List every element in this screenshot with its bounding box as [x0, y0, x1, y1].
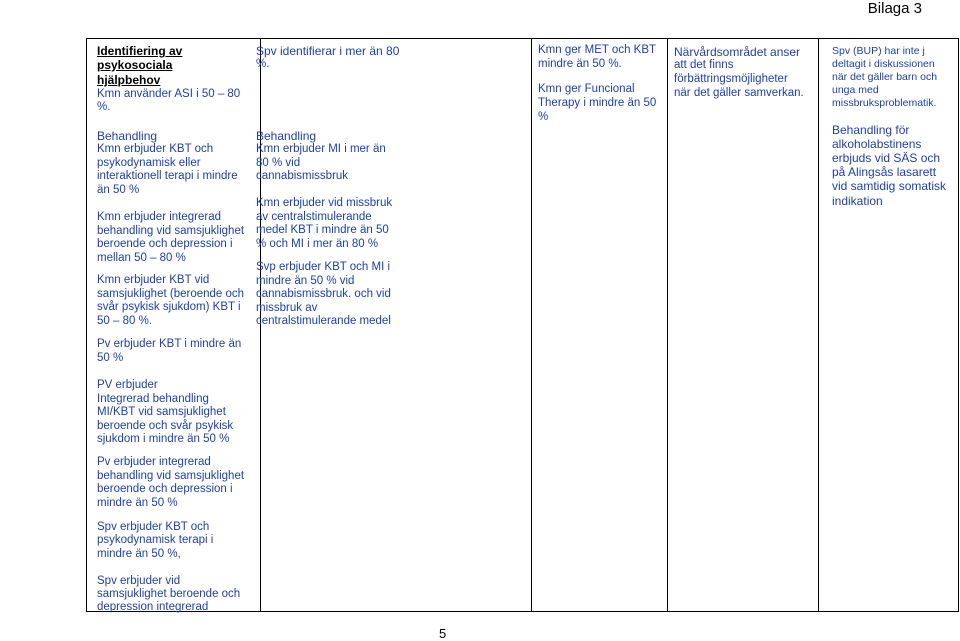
table-cell-text-c1: 50 %	[97, 352, 124, 364]
table-cell-text-c2: missbruk av	[256, 302, 318, 314]
table-cell-text-c3: mindre än 50 %.	[538, 58, 622, 70]
table-cell-text-c4: Närvårdsområdet anser	[674, 45, 801, 59]
table-cell-text-c1: Integrerad behandling	[97, 393, 209, 405]
table-cell-text-c3: Kmn ger MET och KBT	[538, 44, 657, 56]
table-cell-text-c2: Behandling	[256, 129, 317, 143]
table-cell-text-c2: av centralstimulerande	[256, 211, 372, 223]
table-cell-text-c1: Pv erbjuder KBT i mindre än	[97, 338, 242, 350]
document-header-title: Bilaga 3	[867, 0, 922, 17]
table-cell-text-c1: depression integrerad	[97, 601, 209, 613]
table-cell-text-c1: PV erbjuder	[97, 379, 158, 391]
table-cell-text-c1: sjukdom i mindre än 50 %	[97, 433, 230, 445]
table-cell-text-c5: indikation	[832, 194, 883, 208]
table-cell-text-c1: %.	[97, 101, 111, 113]
table-cell-text-c2: cannabismissbruk	[256, 170, 349, 182]
table-cell-text-c2: cannabismissbruk. och vid	[256, 288, 391, 300]
table-cell-text-c1: samsjuklighet beroende och	[97, 588, 241, 600]
table-cell-text-c1: Pv erbjuder integrerad	[97, 456, 211, 468]
table-cell-text-c1: hjälpbehov	[97, 73, 161, 87]
page-number: 5	[439, 626, 447, 641]
table-cell-text-c4: att det finns	[674, 59, 734, 71]
table-cell-text-c5: när det gäller barn och	[832, 71, 938, 83]
table-cell-text-c1: mindre än 50 %	[97, 497, 178, 509]
table-cell-text-c1: MI/KBT vid samsjuklighet	[97, 406, 226, 418]
table-column-4	[667, 38, 818, 612]
table-cell-text-c1: Spv erbjuder KBT och	[97, 521, 210, 533]
table-cell-text-c2: % och MI i mer än 80 %	[256, 238, 379, 250]
table-cell-text-c1: Kmn erbjuder integrerad	[97, 211, 222, 223]
table-cell-text-c1: beroende och depression i	[97, 483, 233, 495]
table-cell-text-c5: vid samtidig somatisk	[832, 179, 947, 193]
table-cell-text-c1: beroende och svår psykisk	[97, 420, 234, 432]
table-cell-text-c1: Identifiering av	[97, 44, 183, 58]
table-cell-text-c4: när det gäller samverkan.	[674, 87, 804, 99]
table-cell-text-c1: beroende och depression i	[97, 238, 233, 250]
table-cell-text-c3: Kmn ger Funcional	[538, 83, 635, 95]
table-cell-text-c1: psykodynamisk eller	[97, 157, 201, 169]
table-cell-text-c1: än 50 %	[97, 184, 140, 196]
table-cell-text-c1: psykosociala	[97, 58, 173, 72]
table-cell-text-c5: missbruksproblematik.	[832, 97, 937, 109]
table-cell-text-c1: Kmn erbjuder KBT vid	[97, 274, 210, 286]
table-cell-text-c2: mindre än 50 % vid	[256, 275, 355, 287]
table-cell-text-c2: Svp erbjuder KBT och MI i	[256, 261, 391, 273]
assessment-table	[86, 38, 959, 612]
table-cell-text-c4: förbättringsmöjligheter	[674, 73, 788, 85]
table-cell-text-c1: psykodynamisk terapi i	[97, 534, 214, 546]
table-cell-text-c2: %.	[256, 58, 270, 70]
table-cell-text-c2: Kmn erbjuder MI i mer än	[256, 143, 386, 155]
table-cell-text-c2: medel KBT i mindre än 50	[256, 224, 389, 236]
table-cell-text-c1: mindre än 50 %,	[97, 548, 181, 560]
table-cell-text-c2: 80 % vid	[256, 157, 301, 169]
table-cell-text-c1: Spv erbjuder vid	[97, 575, 181, 587]
table-cell-text-c3: %	[538, 111, 549, 123]
table-cell-text-c1: samsjuklighet (beroende och	[97, 288, 245, 300]
table-cell-text-c1: mellan 50 – 80 %	[97, 252, 186, 264]
table-cell-text-c1: behandling vid samsjuklighet	[97, 225, 245, 237]
table-cell-text-c5: deltagit i diskussionen	[832, 58, 935, 70]
table-cell-text-c5: erbjuds vid SÄS och	[832, 151, 941, 165]
table-cell-text-c5: Behandling för	[832, 123, 910, 137]
table-cell-text-c1: Kmn använder ASI i 50 – 80	[97, 88, 241, 100]
table-cell-text-c1: Behandling	[97, 129, 158, 143]
table-cell-text-c5: Spv (BUP) har inte j	[832, 45, 925, 57]
table-cell-text-c1: 50 – 80 %.	[97, 315, 152, 327]
table-cell-text-c5: alkoholabstinens	[832, 137, 922, 151]
table-cell-text-c1: interaktionell terapi i mindre	[97, 170, 238, 182]
table-cell-text-c2: centralstimulerande medel	[256, 315, 391, 327]
table-cell-text-c2: Kmn erbjuder vid missbruk	[256, 197, 393, 209]
table-cell-text-c5: unga med	[832, 84, 879, 96]
table-cell-text-c2: Spv identifierar i mer än 80	[256, 44, 400, 58]
table-cell-text-c1: svår psykisk sjukdom) KBT i	[97, 301, 241, 313]
table-cell-text-c1: behandling vid samsjuklighet	[97, 470, 245, 482]
table-column-3	[531, 38, 667, 612]
table-cell-text-c1: Kmn erbjuder KBT och	[97, 143, 214, 155]
table-cell-text-c5: på Alingsås lasarett	[832, 165, 937, 179]
table-cell-text-c3: Therapy i mindre än 50	[538, 97, 657, 109]
